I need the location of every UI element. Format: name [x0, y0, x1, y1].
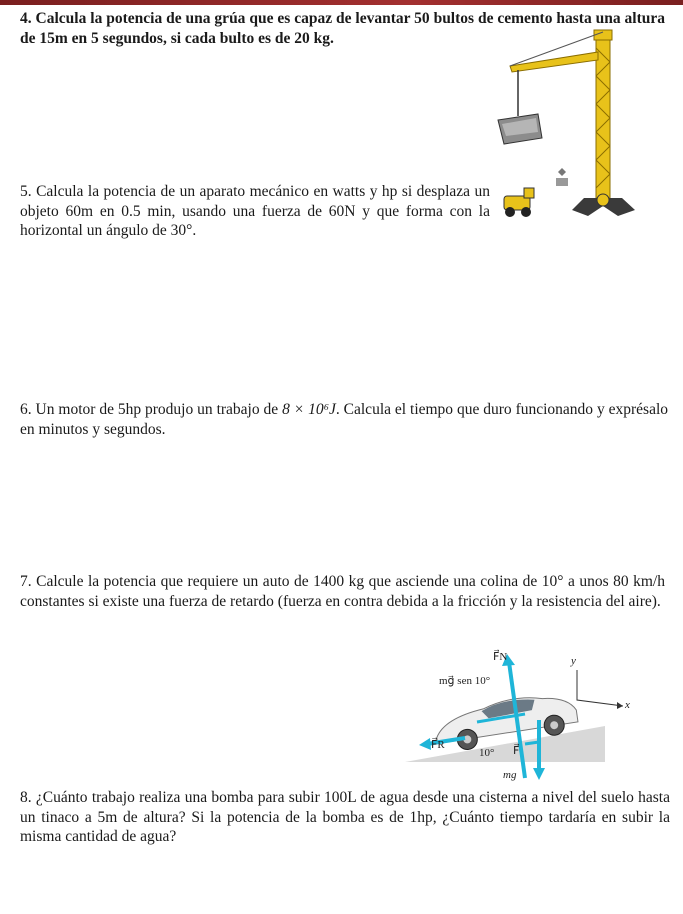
top-border: [0, 0, 683, 5]
question-7: 7. Calcule la potencia que requiere un auto de 1400 kg que asciende una colina de 10° a unos 80 km/h constantes si existe una fuerza de retardo (fuerza en contra debida a la fricción y la resistencia del aire).: [20, 573, 665, 610]
axis-corner: [577, 670, 623, 706]
label-weight: mg⃗: [503, 769, 525, 781]
label-x-axis: x: [625, 699, 630, 711]
label-mg-sin: mg⃗ sen 10°: [439, 675, 491, 687]
question-6-math: 8 × 10⁶J: [282, 401, 336, 418]
crane-mast: [596, 38, 610, 198]
question-4: 4. Calcula la potencia de una grúa que es capaz de levantar 50 bultos de cemento hasta una altura de 15m en 5 segundos, si cada bulto es de 20 kg.: [20, 10, 665, 47]
label-y-axis: y: [571, 655, 576, 667]
question-6-text-end: . Calcula el tiempo que duro funcionando y exprésalo en minutos y segundos.: [20, 401, 669, 438]
crane-jib: [510, 52, 598, 72]
question-6: [20, 400, 668, 439]
crane-illustration: [490, 28, 640, 233]
question-6-text-start: 6. Un motor de 5hp produjo un trabajo de: [20, 401, 283, 418]
label-angle: 10°: [479, 747, 495, 759]
label-normal-force: F⃗N: [493, 651, 508, 663]
label-applied-force: F⃗: [513, 745, 520, 757]
label-friction: F⃗R: [431, 739, 445, 751]
question-5: 5. Calcula la potencia de un aparato mecánico en watts y hp si desplaza un objeto 60m en 0.5 min, usando una fuerza de 60N y que forma con la horizontal un ángulo de 30°.: [20, 183, 490, 239]
car-incline-diagram: [405, 640, 645, 785]
applied-force-arrow: [525, 742, 539, 744]
toy-vehicle: [504, 188, 534, 217]
question-8: 8. ¿Cuánto trabajo realiza una bomba para subir 100L de agua desde una cisterna a nivel del suelo hasta un tinaco a 5m de altura? Si la potencia de la bomba es de 1hp, ¿Cuánto tiempo tardaría en subir la misma cantidad de agua?: [20, 789, 670, 845]
